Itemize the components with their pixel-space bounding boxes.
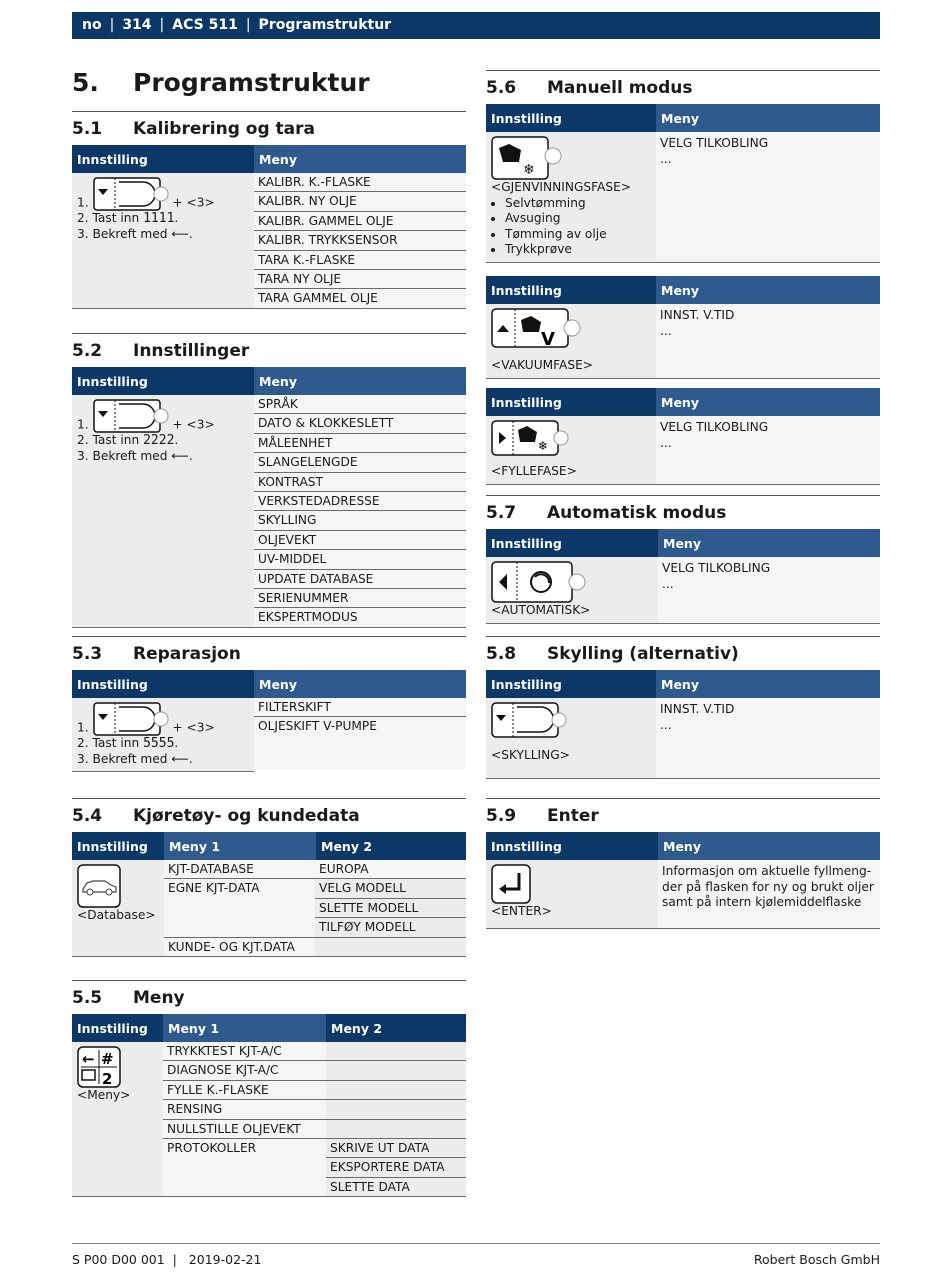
list-item: SPRÅK <box>254 395 466 414</box>
section-5-3 <box>72 636 466 772</box>
col-menu: Meny <box>658 832 880 860</box>
col-menu-2: Meny 2 <box>316 832 466 860</box>
table-5-2: Innstilling Meny 1. + <3> 2. Tast inn 2222. 3. Bekreft med ⟵. SPRÅK DATO & KLOKKESLETT MÅLEENHET SLANGELENGDE KONTRAST VERKSTEDADRESSE SKYLLING OLJEVEKT UV-MIDDEL UPDATE DATABASE SERIENUMMER EKSPERTMODUS <box>72 367 466 628</box>
section-5-9 <box>486 798 880 929</box>
col-setting: Innstilling <box>486 832 658 860</box>
section-title: Enter <box>547 806 599 826</box>
recovery-steps <box>491 196 651 258</box>
list-item: KJT-DATABASE <box>164 860 315 879</box>
header-product: ACS 511 <box>172 17 238 33</box>
section-5-1 <box>72 111 466 309</box>
step-2-text: 2. Tast inn <box>77 211 140 225</box>
section-title: Kjøretøy- og kundedata <box>133 806 360 826</box>
list-item: DIAGNOSE KJT-A/C <box>163 1061 326 1080</box>
menu-label: <Meny> <box>77 1088 131 1102</box>
section-title: Kalibrering og tara <box>133 119 316 139</box>
col-setting: Innstilling <box>72 670 254 698</box>
col-setting: Innstilling <box>72 367 254 395</box>
table-5-3: Innstilling Meny 1. + <3> 2. Tast inn 5555. 3. Bekreft med ⟵. FILTERSKIFT OLJESKIFT V-PUMPE <box>72 670 466 772</box>
list-item: KALIBR. TRYKKSENSOR <box>254 231 466 250</box>
section-title: Manuell modus <box>547 78 693 98</box>
svg-text:#: # <box>101 1050 114 1068</box>
chapter-text: Programstruktur <box>133 68 370 97</box>
list-item: TARA NY OLJE <box>254 270 466 289</box>
list-item: • Trykkprøve <box>505 242 651 258</box>
service-device-icon <box>93 177 169 211</box>
col-setting: Innstilling <box>486 388 656 416</box>
table-5-5 <box>72 1014 466 1197</box>
list-item: EKSPORTERE DATA <box>326 1158 466 1177</box>
code-value: 1111 <box>143 211 175 226</box>
list-item: TRYKKTEST KJT-A/C <box>163 1042 326 1061</box>
col-menu-2: Meny 2 <box>326 1014 466 1042</box>
table-5-4 <box>72 832 466 957</box>
section-num: 5.5 <box>72 988 103 1008</box>
plus-three: + <3> <box>172 720 215 735</box>
table-5-6-recovery <box>486 104 880 263</box>
col-menu-1: Meny 1 <box>163 1014 326 1042</box>
header-page: 314 <box>122 17 152 33</box>
menu-list <box>254 698 466 772</box>
svg-text:❄: ❄ <box>523 162 535 178</box>
section-5-6 <box>486 70 880 263</box>
list-item: • Selvtømming <box>505 196 651 212</box>
step-1-num: 1. <box>77 417 89 432</box>
table-5-8 <box>486 670 880 779</box>
list-item: VELG MODELL <box>315 879 466 898</box>
ellipsis: ... <box>662 576 674 591</box>
enter-key-icon: ⟵ <box>171 226 189 241</box>
footer-date: 2019-02-21 <box>188 1252 262 1267</box>
col-menu: Meny <box>254 367 466 395</box>
service-device-icon <box>93 399 169 433</box>
list-item: FILTERSKIFT <box>254 698 466 717</box>
svg-text:V: V <box>541 329 555 348</box>
table-5-9 <box>486 832 880 929</box>
list-item: EUROPA <box>315 860 466 879</box>
list-item: SERIENUMMER <box>254 589 466 608</box>
section-num: 5.8 <box>486 644 517 664</box>
col-menu: Meny <box>254 145 466 173</box>
section-5-7 <box>486 495 880 624</box>
service-device-icon <box>93 702 169 736</box>
section-5-8 <box>486 636 880 779</box>
list-item: SLETTE MODELL <box>315 899 466 918</box>
list-item: EKSPERTMODUS <box>258 610 358 625</box>
menu-value: INNST. V.TID <box>660 702 735 716</box>
list-item: SLANGELENGDE <box>254 453 466 472</box>
list-item: TILFØY MODELL <box>315 918 466 937</box>
table-5-6-vacuum <box>486 276 880 379</box>
section-num: 5.4 <box>72 806 103 826</box>
step-1-num: 1. <box>77 195 89 210</box>
section-num: 5.7 <box>486 503 517 523</box>
automatic-label: <AUTOMATISK> <box>491 603 591 617</box>
list-item: KALIBR. GAMMEL OLJE <box>254 212 466 231</box>
col-setting: Innstilling <box>72 145 254 173</box>
col-setting: Innstilling <box>486 276 656 304</box>
menu-value: VELG TILKOBLING <box>660 420 769 434</box>
table-5-6-vacuum-wrap <box>486 276 880 379</box>
menu-list <box>254 173 466 308</box>
step-3-text: 3. Bekreft med <box>77 226 168 241</box>
list-item: DATO & KLOKKESLETT <box>254 414 466 433</box>
plus-three: + <3> <box>172 195 215 210</box>
code-value: 2222 <box>143 433 175 448</box>
col-setting: Innstilling <box>486 104 656 132</box>
chapter-num: 5. <box>72 68 99 97</box>
ellipsis: ... <box>660 717 672 732</box>
enter-info-text: Informasjon om aktuelle fyllmeng-der på flasken for ny og brukt oljer samt på intern kjølemiddelflaske <box>662 864 874 909</box>
automatic-mode-icon <box>491 561 653 603</box>
list-item: KALIBR. NY OLJE <box>254 192 466 211</box>
col-setting: Innstilling <box>486 670 656 698</box>
section-num: 5.9 <box>486 806 517 826</box>
list-item: RENSING <box>163 1100 326 1119</box>
section-title: Skylling (alternativ) <box>547 644 739 664</box>
list-item: UV-MIDDEL <box>254 550 466 569</box>
header-title: Programstruktur <box>258 17 392 33</box>
svg-text:2: 2 <box>102 1070 113 1088</box>
database-label: <Database> <box>77 908 156 922</box>
col-menu-1: Meny 1 <box>164 832 316 860</box>
list-item: PROTOKOLLER <box>167 1140 257 1155</box>
step-3-text: 3. Bekreft med <box>77 448 168 463</box>
table-5-7 <box>486 529 880 624</box>
col-menu: Meny <box>656 104 880 132</box>
svg-text:←: ← <box>82 1050 95 1068</box>
col-setting: Innstilling <box>486 529 658 557</box>
list-item: SKYLLING <box>254 511 466 530</box>
list-item: SKRIVE UT DATA <box>326 1139 466 1158</box>
table-5-1: Innstilling Meny 1. + <3> 2. Tast inn 1111. 3. Bekreft med ⟵. KALIBR. K.-FLASKE KALIBR. NY OLJE KALIBR. GAMMEL OLJE KALIBR. TRYKKSENSOR TARA K.-FLASKE TARA NY OLJE TARA GAMMEL OLJE <box>72 145 466 309</box>
list-item: EGNE KJT-DATA <box>168 881 260 896</box>
list-item: VERKSTEDADRESSE <box>254 492 466 511</box>
list-item: OLJESKIFT V-PUMPE <box>254 717 466 769</box>
section-num: 5.2 <box>72 341 103 361</box>
flushing-icon <box>491 702 651 738</box>
footer-doc-number: S P00 D00 001 <box>72 1252 165 1267</box>
list-item: TARA GAMMEL OLJE <box>258 291 378 306</box>
menu-list <box>254 395 466 627</box>
recovery-phase-icon <box>491 136 651 180</box>
col-menu: Meny <box>656 388 880 416</box>
list-item: KONTRAST <box>254 473 466 492</box>
section-num: 5.6 <box>486 78 517 98</box>
menu-value: INNST. V.TID <box>660 308 735 322</box>
list-item: MÅLEENHET <box>254 434 466 453</box>
vacuum-phase-icon <box>491 308 651 348</box>
page-header: no | 314 | ACS 511 | Programstruktur <box>72 12 880 39</box>
ellipsis: ... <box>660 323 672 338</box>
list-item: KUNDE- OG KJT.DATA <box>168 940 295 955</box>
svg-text:❄: ❄ <box>538 439 549 453</box>
table-5-6-fill <box>486 388 880 485</box>
col-setting: Innstilling <box>72 832 164 860</box>
plus-three: + <3> <box>172 417 215 432</box>
section-5-4 <box>72 798 466 957</box>
code-value: 5555 <box>143 736 175 751</box>
enter-key-icon: ⟵ <box>171 751 189 766</box>
enter-key-icon <box>491 864 653 904</box>
ellipsis: ... <box>660 151 672 166</box>
section-title: Innstillinger <box>133 341 250 361</box>
step-1-num: 1. <box>77 720 89 735</box>
menu-value: VELG TILKOBLING <box>662 561 771 575</box>
list-item: KALIBR. K.-FLASKE <box>254 173 466 192</box>
recovery-label: <GJENVINNINGSFASE> <box>491 180 632 194</box>
menu-value: VELG TILKOBLING <box>660 136 769 150</box>
menu-grid-icon <box>77 1046 158 1088</box>
step-2-text: 2. Tast inn <box>77 736 140 750</box>
list-item: UPDATE DATABASE <box>254 570 466 589</box>
col-menu: Meny <box>656 276 880 304</box>
section-title: Reparasjon <box>133 644 241 664</box>
fill-phase-icon <box>491 420 651 456</box>
list-item: NULLSTILLE OLJEVEKT <box>163 1120 326 1139</box>
step-3-text: 3. Bekreft med <box>77 751 168 766</box>
list-item: OLJEVEKT <box>254 531 466 550</box>
section-num: 5.1 <box>72 119 103 139</box>
car-icon <box>77 864 159 908</box>
table-5-6-fill-wrap <box>486 388 880 485</box>
list-item: • Tømming av olje <box>505 227 651 243</box>
chapter-title <box>72 68 370 97</box>
flushing-label: <SKYLLING> <box>491 748 570 762</box>
list-item: • Avsuging <box>505 211 651 227</box>
section-num: 5.3 <box>72 644 103 664</box>
section-title: Automatisk modus <box>547 503 727 523</box>
fill-label: <FYLLEFASE> <box>491 464 577 478</box>
col-menu: Meny <box>254 670 466 698</box>
list-item: FYLLE K.-FLASKE <box>163 1081 326 1100</box>
list-item: SLETTE DATA <box>326 1178 466 1196</box>
enter-key-icon: ⟵ <box>171 448 189 463</box>
footer-company: Robert Bosch GmbH <box>753 1252 880 1267</box>
step-2-text: 2. Tast inn <box>77 433 140 447</box>
enter-label: <ENTER> <box>491 904 552 918</box>
section-5-5 <box>72 980 466 1197</box>
header-lang: no <box>82 17 102 33</box>
col-menu: Meny <box>658 529 880 557</box>
section-title: Meny <box>133 988 185 1008</box>
section-5-2 <box>72 333 466 628</box>
page-footer: S P00 D00 001 | 2019-02-21 Robert Bosch GmbH <box>72 1243 880 1244</box>
col-setting: Innstilling <box>72 1014 163 1042</box>
ellipsis: ... <box>660 435 672 450</box>
vacuum-label: <VAKUUMFASE> <box>491 358 594 372</box>
list-item: TARA K.-FLASKE <box>254 251 466 270</box>
col-menu: Meny <box>656 670 880 698</box>
